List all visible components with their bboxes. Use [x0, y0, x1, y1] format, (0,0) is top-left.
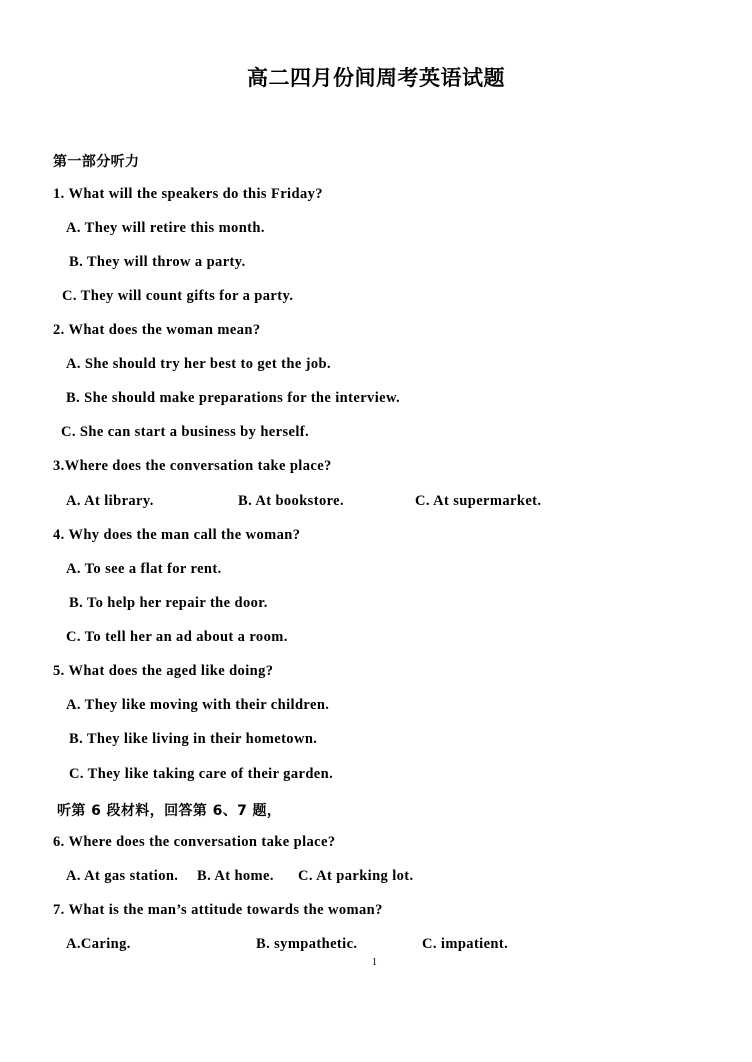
question-2-option-c: C. She can start a business by herself.	[61, 424, 310, 440]
question-2-option-b: B. She should make preparations for the interview.	[66, 390, 401, 406]
question-2-option-a: A. She should try her best to get the job.	[66, 356, 332, 372]
question-stem-3: 3.Where does the conversation take place?	[53, 458, 332, 474]
page-title: 高二四月份间周考英语试题	[247, 65, 505, 90]
question-1-option-c: C. They will count gifts for a party.	[62, 288, 294, 304]
listening-instruction: 听第 6 段材料，回答第 6、7 题，	[57, 803, 282, 819]
question-4-option-b: B. To help her repair the door.	[69, 595, 268, 611]
question-7-option-b: B. sympathetic.	[256, 936, 358, 952]
question-stem-4: 4. Why does the man call the woman?	[53, 527, 301, 543]
question-7-option-a: A.Caring.	[66, 936, 131, 952]
question-1-option-a: A. They will retire this month.	[66, 220, 265, 236]
question-stem-5: 5. What does the aged like doing?	[53, 663, 274, 679]
question-stem-2: 2. What does the woman mean?	[53, 322, 261, 338]
question-4-option-a: A. To see a flat for rent.	[66, 561, 222, 577]
question-stem-1: 1. What will the speakers do this Friday?	[53, 186, 323, 202]
question-4-option-c: C. To tell her an ad about a room.	[66, 629, 288, 645]
page-number: 1	[372, 957, 377, 968]
question-6-option-c: C. At parking lot.	[298, 868, 414, 884]
question-stem-6: 6. Where does the conversation take place?	[53, 834, 336, 850]
question-6-option-b: B. At home.	[197, 868, 274, 884]
question-7-option-c: C. impatient.	[422, 936, 509, 952]
question-1-option-b: B. They will throw a party.	[69, 254, 246, 270]
question-stem-7: 7. What is the man’s attitude towards the woman?	[53, 902, 383, 918]
question-5-option-a: A. They like moving with their children.	[66, 697, 330, 713]
question-6-option-a: A. At gas station.	[66, 868, 179, 884]
question-5-option-b: B. They like living in their hometown.	[69, 731, 318, 747]
question-3-option-a: A. At library.	[66, 493, 154, 509]
question-3-option-b: B. At bookstore.	[238, 493, 345, 509]
section-heading: 第一部分听力	[53, 154, 140, 170]
question-3-option-c: C. At supermarket.	[415, 493, 542, 509]
question-5-option-c: C. They like taking care of their garden.	[69, 766, 334, 782]
